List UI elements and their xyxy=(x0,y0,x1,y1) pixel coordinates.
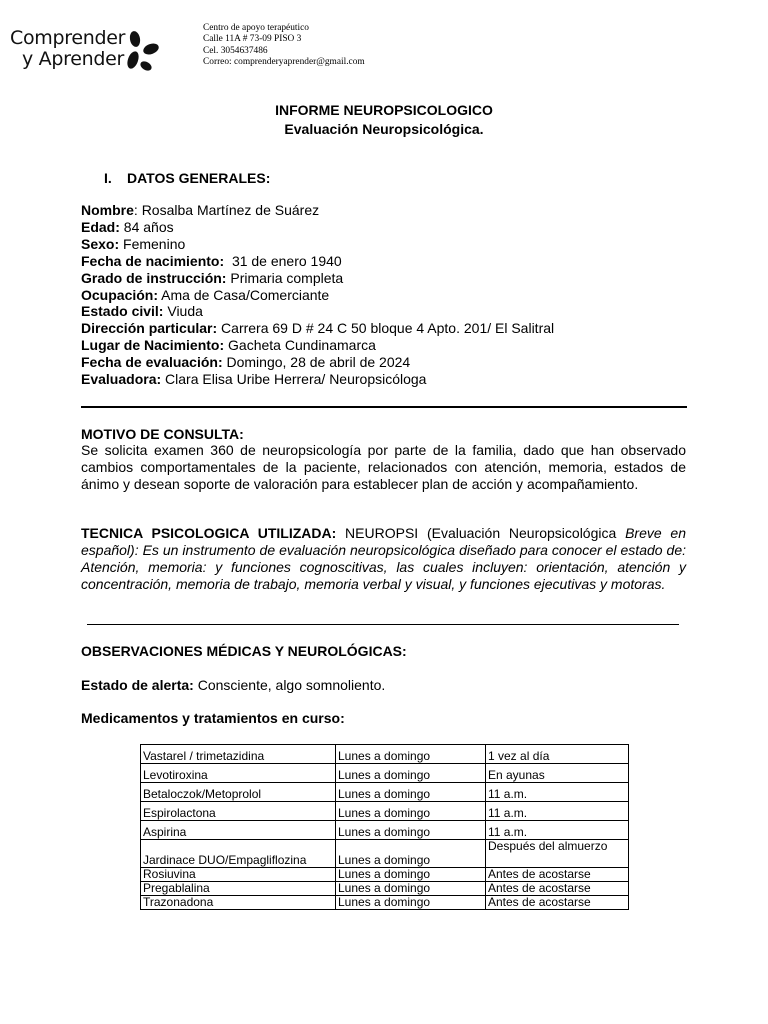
report-subtitle: Evaluación Neuropsicológica. xyxy=(284,121,484,137)
tecnica-description: Breve en español): Es un instrumento de evaluación neuropsicológica diseñado para conocer el estado de: Atención, memoria: y funciones cognoscitivas, las cuales incluyen: orientación, atención y concentración, memoria de trabajo, memoria verbal y visual, y funciones ejecutivas y motoras. xyxy=(81,525,686,592)
petal-logo-icon xyxy=(122,30,170,74)
field-row xyxy=(81,371,554,388)
section-heading-observaciones: OBSERVACIONES MÉDICAS Y NEUROLÓGICAS: xyxy=(81,643,407,659)
field-row xyxy=(81,303,554,320)
report-title: INFORME NEUROPSICOLOGICO xyxy=(275,102,493,118)
med-schedule: 11 a.m. xyxy=(486,802,629,821)
table-row xyxy=(141,821,629,840)
med-name: Vastarel / trimetazidina xyxy=(141,745,336,764)
med-schedule: 1 vez al día xyxy=(486,745,629,764)
alerta-line xyxy=(81,677,686,694)
section-heading-datos-generales: DATOS GENERALES: xyxy=(127,170,271,186)
field-row xyxy=(81,287,554,304)
med-name: Betaloczok/Metoprolol xyxy=(141,783,336,802)
med-days: Lunes a domingo xyxy=(336,745,486,764)
section-divider xyxy=(81,406,687,408)
field-row xyxy=(81,219,554,236)
med-schedule: 11 a.m. xyxy=(486,783,629,802)
med-days: Lunes a domingo xyxy=(336,868,486,882)
table-row xyxy=(141,840,629,868)
table-row xyxy=(141,868,629,882)
field-value: 84 años xyxy=(123,218,174,235)
field-value: Primaria completa xyxy=(230,269,344,286)
medications-heading: Medicamentos y tratamientos en curso: xyxy=(81,710,345,726)
field-row xyxy=(81,337,554,354)
section-number: I. xyxy=(104,170,112,186)
field-value: Femenino xyxy=(123,235,186,252)
table-row xyxy=(141,802,629,821)
field-label: Sexo: xyxy=(81,235,120,252)
field-label: Fecha de evaluación: xyxy=(81,354,223,371)
field-label: Evaluadora: xyxy=(81,371,162,388)
field-row xyxy=(81,253,554,270)
underline-separator xyxy=(87,624,679,625)
field-value: Carrera 69 D # 24 C 50 bloque 4 Apto. 201/ El Salitral xyxy=(221,320,555,337)
logo xyxy=(10,28,160,74)
med-schedule: Antes de acostarse xyxy=(486,896,629,910)
field-label: Grado de instrucción: xyxy=(81,269,227,286)
alerta-label: Estado de alerta: xyxy=(81,677,194,693)
med-schedule: 11 a.m. xyxy=(486,821,629,840)
table-row xyxy=(141,783,629,802)
field-label: Nombre xyxy=(81,202,134,218)
med-days: Lunes a domingo xyxy=(336,896,486,910)
field-label: Edad: xyxy=(81,218,120,235)
logo-text-line2: y Aprender xyxy=(22,48,125,70)
field-value: Domingo, 28 de abril de 2024 xyxy=(226,354,411,371)
field-row xyxy=(81,354,554,371)
tecnica-name: NEUROPSI (Evaluación Neuropsicológica xyxy=(336,525,617,541)
med-name: Jardinace DUO/Empagliflozina xyxy=(141,840,336,868)
table-row xyxy=(141,882,629,896)
field-value: Viuda xyxy=(167,303,203,320)
contact-line: Centro de apoyo terapéutico xyxy=(203,23,309,33)
med-name: Rosiuvina xyxy=(141,868,336,882)
contact-line: Correo: comprenderyaprender@gmail.com xyxy=(203,56,365,67)
med-schedule: Después del almuerzo xyxy=(486,840,629,868)
field-label: Dirección particular: xyxy=(81,320,218,337)
table-row xyxy=(141,745,629,764)
field-label: Estado civil: xyxy=(81,303,164,320)
med-schedule: Antes de acostarse xyxy=(486,882,629,896)
contact-line: Cel. 3054637486 xyxy=(203,45,268,56)
field-label: Fecha de nacimiento: xyxy=(81,252,225,269)
med-schedule: En ayunas xyxy=(486,764,629,783)
field-label: Ocupación: xyxy=(81,286,159,303)
med-name: Espirolactona xyxy=(141,802,336,821)
tecnica-paragraph xyxy=(81,525,686,593)
table-row xyxy=(141,896,629,910)
field-row xyxy=(81,320,554,337)
section-heading-motivo: MOTIVO DE CONSULTA: xyxy=(81,426,244,442)
alerta-value: Consciente, algo somnoliento. xyxy=(193,677,386,693)
field-separator xyxy=(224,253,232,269)
field-label: Lugar de Nacimiento: xyxy=(81,337,225,354)
field-row xyxy=(81,270,554,287)
med-name: Pregablalina xyxy=(141,882,336,896)
field-value: Clara Elisa Uribe Herrera/ Neuropsicóloga xyxy=(165,371,427,388)
field-separator: : xyxy=(133,202,142,218)
logo-text-line1: Comprender xyxy=(10,27,126,49)
med-days: Lunes a domingo xyxy=(336,783,486,802)
field-row xyxy=(81,236,554,253)
contact-info xyxy=(203,23,365,68)
med-name: Trazonadona xyxy=(141,896,336,910)
field-value: 31 de enero 1940 xyxy=(231,252,342,269)
med-name: Aspirina xyxy=(141,821,336,840)
med-days: Lunes a domingo xyxy=(336,840,486,868)
contact-line: Calle 11A # 73-09 PISO 3 xyxy=(203,34,302,45)
tecnica-label: TECNICA PSICOLOGICA UTILIZADA: xyxy=(81,525,337,541)
field-value: Ama de Casa/Comerciante xyxy=(161,286,330,303)
med-name: Levotiroxina xyxy=(141,764,336,783)
med-days: Lunes a domingo xyxy=(336,821,486,840)
med-schedule: Antes de acostarse xyxy=(486,868,629,882)
medications-table xyxy=(140,744,629,910)
motivo-text: Se solicita examen 360 de neuropsicología por parte de la familia, dado que han observado cambios comportamentales de la paciente, relacionados con atención, memoria, estados de ánimo y desean soporte de valoración para establecer plan de acción y acompañamiento. xyxy=(81,442,686,492)
table-row xyxy=(141,764,629,783)
med-days: Lunes a domingo xyxy=(336,764,486,783)
general-data-list xyxy=(81,202,554,388)
med-days: Lunes a domingo xyxy=(336,882,486,896)
field-row xyxy=(81,202,554,219)
field-value: Gacheta Cundinamarca xyxy=(228,337,376,354)
med-days: Lunes a domingo xyxy=(336,802,486,821)
field-value: Rosalba Martínez de Suárez xyxy=(141,202,320,218)
